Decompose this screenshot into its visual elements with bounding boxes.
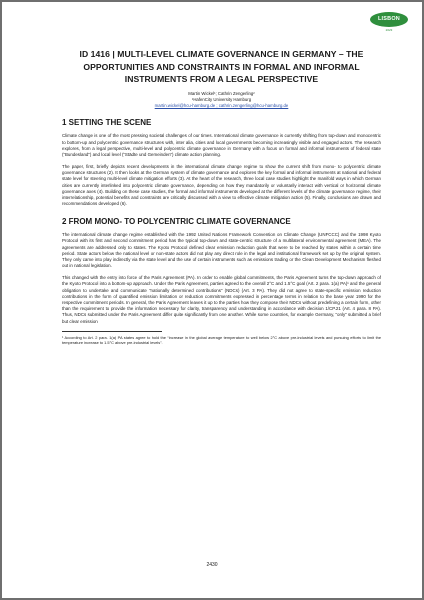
section-1-paragraph-1: Climate change is one of the most pressing societal challenges of our times. International climate governance is currently shifting from top-down and monocentric to bottom-up and polycentric governance structures with, inter alia, cities and local governments becoming increasingly visible and engaged actors. The research explores, from a legal perspective, multi-level and polycentric climate governance in Germany with a focus on formal and informal instruments of federal state (“Bundesland”) and local level (“Städte und Gemeinden”) climate action planning. [62, 133, 381, 157]
section-2-heading: 2 FROM MONO- TO POLYCENTRIC CLIMATE GOVERNANCE [62, 217, 291, 227]
author-block [62, 91, 381, 110]
logo-oval: LISBON [370, 12, 408, 27]
paper-title: ID 1416 | MULTI-LEVEL CLIMATE GOVERNANCE IN GERMANY – THE OPPORTUNITIES AND CONSTRAINTS IN FORMAL AND INFORMAL INSTRUMENTS FROM A LEGAL PERSPECTIVE [79, 49, 364, 85]
logo-subtext: 2023 [385, 28, 393, 32]
footnote-rule [62, 331, 162, 332]
section-1-heading: 1 SETTING THE SCENE [62, 118, 152, 128]
section-2-paragraph-1: The international climate change regime established with the 1992 United Nations Framework Convention on Climate Change (UNFCCC) and the 1998 Kyoto Protocol with its first and second commitment period has the typical top-down and state-centric structure of a multilateral environmental agreement (MEA). The agreements are addressed only to states. The Kyoto Protocol defined clear emission reduction goals that were to be reached by states within a certain time period. State actors below the national level or non-state actors did not play any direct role in the legal and institutional framework set up by the original system. They only came into play indirectly via the state level and the use of certain instruments such as emissions trading or the Clean Development Mechanism fleshed out in national legislation. [62, 232, 381, 269]
author-emails[interactable]: martin.wickel@hcu-hamburg.de ; cathrin.zengerling@hcu-hamburg.de [154, 103, 289, 109]
section-1-paragraph-2: The paper, first, briefly depicts recent developments in the international climate change regime to show the current shift from mono- to polycentric climate governance structures (2). It then looks at the German system of climate governance and explores the key formal and informal instruments at national and federal state level for steering multi-level climate mitigation efforts (3). At the heart of the research, three local case studies highlight the manifold ways in which German cities are currently interlinked into polycentric climate governance, depending on how they mandatorily or voluntarily interact with vertical or horizontal climate governance axes (4). Building on these case studies, the formal and informal instruments developed at the different levels of the climate governance regime, their interrelationship, potential benefits and constraints are critically discussed with a view to effective climate mitigation action (5). Finally, conclusions are drawn and recommendations developed (6). [62, 164, 381, 207]
conference-logo [370, 12, 408, 35]
author-names: Martin Wickel¹; Cathrin Zengerling² [188, 90, 255, 96]
footnote-1: ¹ According to Art. 2 para. 1(a) PA states agree to hold the “increase in the global average temperature to well below 2°C above pre-industrial levels and pursuing efforts to limit the temperature increase to 1.5°C above pre-industrial levels”. [62, 334, 381, 345]
page-number: 2430 [206, 562, 218, 568]
section-2-paragraph-2: This changed with the entry into force of the Paris Agreement (PA). In order to enable global commitments, the Paris Agreement turns the top-down approach of the Kyoto Protocol into a bottom-up approach. Under the Paris Agreement, parties agreed to the overall 2°C and 1.5°C goal (Art. 2 para. 1(a) PA)¹ and the general obligation to undertake and communicate “nationally determined contributions” (NDCs) (Art. 3 PA). They did not agree to state-specific emission reduction contributions in the form of quantified emission limitation or reduction commitments expressed in percentage terms in relation to the base year 1990 for the respective commitment periods. In general, the Paris Agreement leaves it up to the parties how they compose their NDCs without predefining a certain form, other than the requirement to provide the information necessary for clarity, transparency and understanding in accordance with decision 1/CP.21 (Art. 4 para. 8 PA). Thus, NDCs submitted under the Paris Agreement differ quite significantly from one another. While some countries, for example Germany, “only” submitted a brief but clear emission [62, 275, 381, 324]
author-affiliation: ¹HafenCity University Hamburg [191, 96, 252, 102]
paper-page [2, 2, 422, 598]
